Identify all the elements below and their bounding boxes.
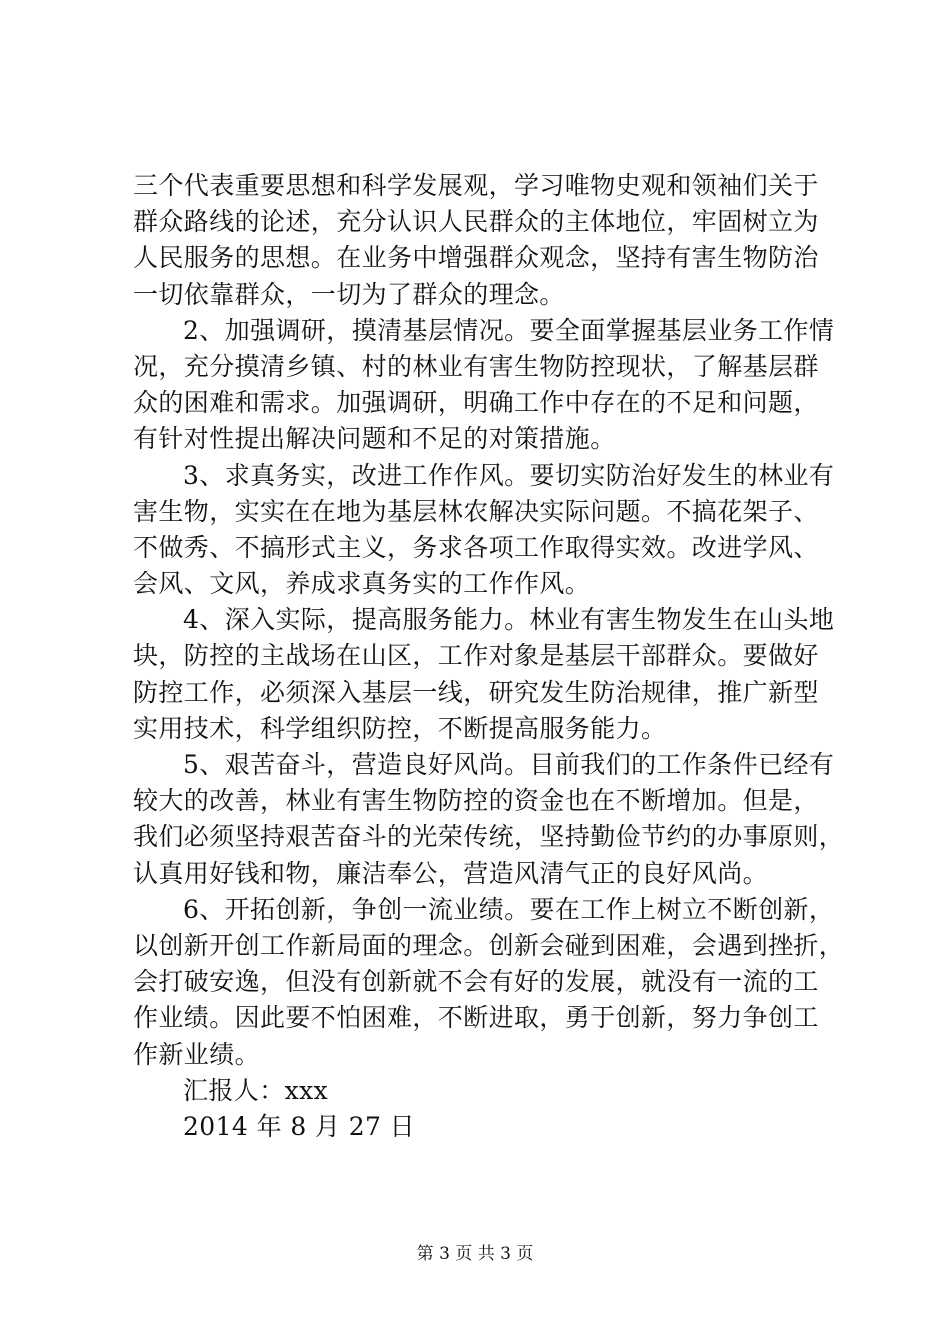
- text-line: 会打破安逸，但没有创新就不会有好的发展，就没有一流的工: [133, 967, 819, 997]
- text-line: 较大的改善，林业有害生物防控的资金也在不断增加。但是，: [133, 786, 819, 816]
- text-line: 汇报人：xxx: [183, 1075, 329, 1105]
- text-line: 三个代表重要思想和科学发展观，学习唯物史观和领袖们关于: [133, 171, 819, 200]
- text-line: 人民服务的思想。在业务中增强群众观念，坚持有害生物防治: [133, 243, 819, 273]
- text-line: 我们必须坚持艰苦奋斗的光荣传统，坚持勤俭节约的办事原则，: [133, 822, 845, 852]
- text-line: 认真用好钱和物，廉洁奉公，营造风清气正的良好风尚。: [133, 858, 769, 888]
- text-line: 作业绩。因此要不怕困难，不断进取，勇于创新，努力争创工: [133, 1003, 819, 1033]
- text-line: 况，充分摸清乡镇、村的林业有害生物防控现状，了解基层群: [133, 351, 819, 381]
- text-line: 5、艰苦奋斗，营造良好风尚。目前我们的工作条件已经有: [183, 750, 835, 779]
- text-line: 4、深入实际，提高服务能力。林业有害生物发生在山头地: [183, 605, 835, 635]
- text-line: 6、开拓创新，争创一流业绩。要在工作上树立不断创新，: [183, 894, 835, 924]
- text-line: 有针对性提出解决问题和不足的对策措施。: [133, 424, 616, 454]
- text-line: 不做秀、不搞形式主义，务求各项工作取得实效。改进学风、: [133, 532, 819, 562]
- text-line: 3、求真务实，改进工作作风。要切实防治好发生的林业有: [183, 460, 835, 490]
- document-body: [133, 168, 845, 1145]
- text-line: 以创新开创工作新局面的理念。创新会碰到困难，会遇到挫折，: [133, 930, 845, 960]
- text-line: 会风、文风，养成求真务实的工作作风。: [133, 569, 591, 599]
- text-line: 作新业绩。: [133, 1039, 261, 1069]
- text-line: 实用技术，科学组织防控，不断提高服务能力。: [133, 713, 667, 743]
- text-line: 块，防控的主战场在山区，工作对象是基层干部群众。要做好: [133, 641, 819, 671]
- page-footer: 第 3 页 共 3 页: [416, 1244, 534, 1264]
- text-line: 一切依靠群众，一切为了群众的理念。: [133, 279, 565, 309]
- text-line: 群众路线的论述，充分认识人民群众的主体地位，牢固树立为: [133, 207, 819, 237]
- text-line: 2014 年 8 月 27 日: [183, 1111, 416, 1141]
- text-line: 害生物，实实在在地为基层林农解决实际问题。不搞花架子、: [133, 496, 819, 526]
- text-line: 防控工作，必须深入基层一线，研究发生防治规律，推广新型: [133, 677, 819, 707]
- text-line: 2、加强调研，摸清基层情况。要全面掌握基层业务工作情: [183, 315, 835, 345]
- text-line: 众的困难和需求。加强调研，明确工作中存在的不足和问题，: [133, 388, 819, 418]
